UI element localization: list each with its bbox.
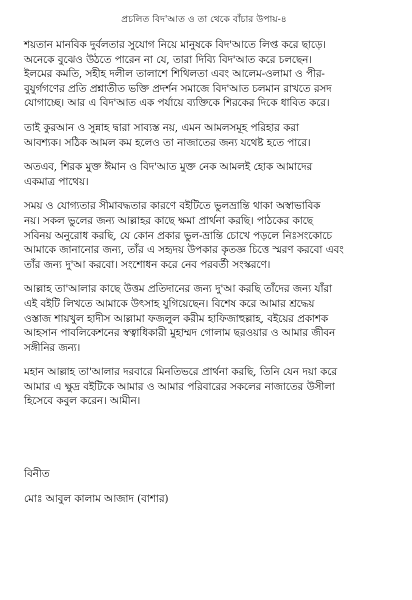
- text-line: ইলমের কমতি, সহীহ দলীল তালাশে শিথিলতা এবং আলেম-ওলামা ও পীর-: [24, 68, 325, 81]
- text-line: আবশ্যক। সঠিক আমল কম হলেও তা নাজাতের জন্য যথেষ্ট হতে পারে।: [24, 136, 311, 149]
- text-line: সময় ও যোগ্যতার সীমাবদ্ধতার কারণে বইটিতে ভুলভ্রান্তি থাকা অস্বাভাবিক: [24, 200, 321, 213]
- running-header: প্রচলিত বিদ'আত ও তা থেকে বাঁচার উপায়-৪: [121, 14, 287, 25]
- signoff: [24, 467, 384, 506]
- text-line: তাঁর জন্য দু'আ করবো। সংশোধন করে নেব পরবর্তী সংস্করণে।: [24, 258, 271, 271]
- text-line: একমাত্র পাথেয়।: [24, 175, 89, 188]
- text-line: যোগাচ্ছে। আর এ বিদ'আত এক পর্যায়ে ব্যক্তিকে শিরকের দিকে ধাবিত করে।: [24, 97, 330, 110]
- text-line: আমার এ ক্ষুদ্র বইটিকে আমার ও আমার পরিবারের সকলের নাজাতের উসীলা: [24, 380, 335, 393]
- text-line: অনেকে বুঝেও উঠতে পারেন না যে, তারা দিব্যি বিদ'আত করে চলছেন।: [24, 53, 312, 66]
- text-line: আমাকে জানানোর জন্য, তাঁর এ সহৃদয় উপকার কৃতজ্ঞ চিত্তে স্মরণ করবো এবং: [24, 244, 344, 257]
- text-line: নয়। সকল ভুলের জন্য আল্লাহর কাছে ক্ষমা প্রার্থনা করছি। পাঠকের কাছে: [24, 214, 313, 227]
- body-text: [24, 38, 384, 409]
- paragraph-3: [24, 160, 384, 189]
- text-line: মহান আল্লাহ তা'আলার দরবারে মিনতিভরে প্রার্থনা করছি, তিনি যেন দয়া করে: [24, 366, 337, 379]
- text-line: বুযুর্গগণের প্রতি প্রশ্নাতীত ভক্তি প্রদর্শন সমাজে বিদ'আত চলমান রাখতে রসদ: [24, 82, 332, 95]
- text-line: এই বইটি লিখতে আমাকে উৎসাহ যুগিয়েছেন। বিশেষ করে আমার শ্রদ্ধেয়: [24, 297, 315, 310]
- closing-text: বিনীত: [24, 468, 50, 481]
- text-line: সবিনয় অনুরোধ করছি, যে কোন প্রকার ভুল-ভ্রান্তি চোখে পড়লে নিঃসংকোচে: [24, 229, 332, 242]
- paragraph-1: [24, 38, 384, 111]
- text-line: শয়তান মানবিক দুর্বলতার সুযোগ নিয়ে মানুষকে বিদ'আতে লিপ্ত করে ছাড়ে।: [24, 39, 326, 51]
- text-line: হিসেবে কবুল করেন। আমীন।: [24, 395, 141, 408]
- paragraph-6: [24, 365, 384, 409]
- text-line: তাই কুরআন ও সুন্নাহ দ্বারা সাব্যস্ত নয়, এমন আমলসমূহ পরিহার করা: [24, 121, 299, 134]
- text-line: সঙ্গীনির জন্য।: [24, 341, 81, 354]
- paragraph-4: [24, 199, 384, 272]
- text-line: আল্লাহ তা'আলার কাছে উত্তম প্রতিদানের জন্য দু'আ করছি তাঁদের জন্য যাঁরা: [24, 283, 332, 296]
- paragraph-2: [24, 121, 384, 150]
- text-line: ওস্তাজ শায়খুল হাদীস আল্লামা ফজলুল করীম হাফিজাহুল্লাহ, বইয়ের প্রকাশক: [24, 312, 328, 325]
- text-line: অতএব, শিরক মুক্ত ঈমান ও বিদ'আত মুক্ত নেক আমলই হোক আমাদের: [24, 161, 313, 174]
- text-line: আহসান পাবলিকেশনের স্বত্বাধিকারী মুহাম্মদ গোলাম ছরওয়ার ও আমার জীবন: [24, 327, 336, 340]
- author-name: মোঃ আবুল কালাম আজাদ (বাশার): [24, 492, 169, 505]
- paragraph-5: [24, 282, 384, 355]
